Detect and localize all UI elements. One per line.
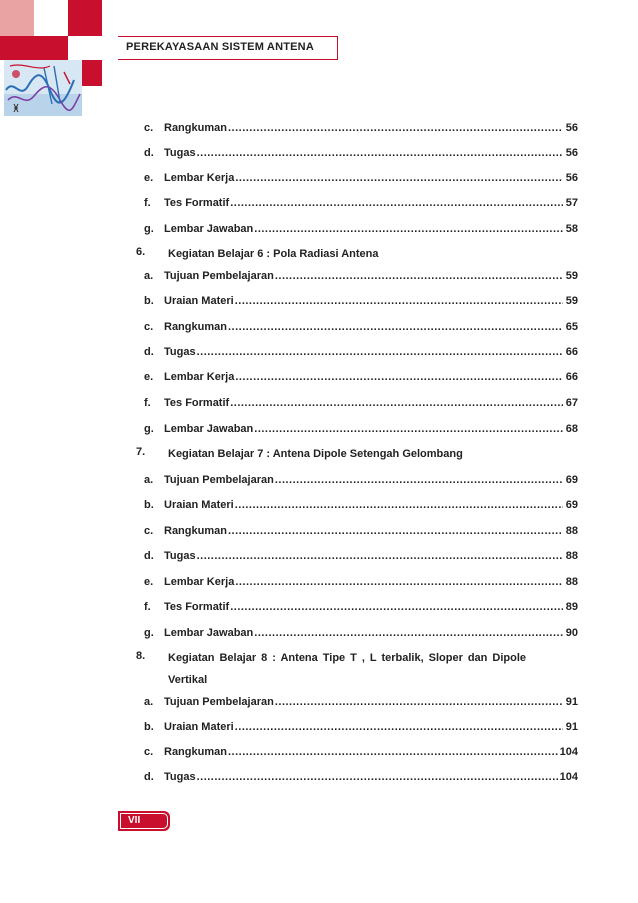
toc-entry-page: 59 <box>565 270 578 282</box>
toc-entry[interactable] <box>122 694 578 710</box>
toc-dot-leader <box>254 423 563 435</box>
toc-entry[interactable] <box>122 548 578 564</box>
toc-entry[interactable] <box>122 523 578 539</box>
toc-entry-page: 89 <box>565 601 578 613</box>
toc-section-title: Kegiatan Belajar 8 : Antena Tipe T , L terbalik, Sloper dan Dipole Vertikal <box>168 652 526 686</box>
toc-entry-page: 68 <box>565 423 578 435</box>
toc-entry-page: 91 <box>565 721 578 733</box>
toc-entry-label: Tes Formatif <box>164 397 230 409</box>
toc-dot-leader <box>235 371 563 383</box>
toc-entry-label: Uraian Materi <box>164 295 234 307</box>
toc-entry-letter: c. <box>144 746 154 758</box>
toc-entry-page: 104 <box>559 746 578 758</box>
toc-entry-letter: e. <box>144 172 154 184</box>
toc-entry-letter: b. <box>144 721 154 733</box>
toc-dot-leader <box>275 474 563 486</box>
toc-entry[interactable] <box>122 472 578 488</box>
toc-dot-leader <box>228 122 563 134</box>
toc-entry-letter: d. <box>144 771 154 783</box>
toc-entry-label: Tugas <box>164 550 196 562</box>
toc-entry-letter: c. <box>144 321 154 333</box>
toc-dot-leader <box>235 295 563 307</box>
toc-entry[interactable] <box>122 369 578 385</box>
toc-entry[interactable] <box>122 719 578 735</box>
toc-entry-label: Tujuan Pembelajaran <box>164 270 274 282</box>
toc-entry-letter: a. <box>144 474 154 486</box>
toc-entry-label: Lembar Jawaban <box>164 627 254 639</box>
toc-entry[interactable] <box>122 497 578 513</box>
toc-entry-label: Tes Formatif <box>164 601 230 613</box>
toc-entry-label: Uraian Materi <box>164 721 234 733</box>
toc-entry-letter: e. <box>144 576 154 588</box>
antenna-wave-logo-icon <box>4 60 82 116</box>
toc-entry[interactable] <box>122 395 578 411</box>
toc-entry-page: 69 <box>565 499 578 511</box>
toc-entry[interactable] <box>122 170 578 186</box>
toc-entry-letter: d. <box>144 550 154 562</box>
toc-entry-page: 66 <box>565 371 578 383</box>
toc-entry[interactable] <box>122 344 578 360</box>
toc-entry-page: 104 <box>559 771 578 783</box>
toc-entry-label: Tujuan Pembelajaran <box>164 696 274 708</box>
toc-entry[interactable] <box>122 120 578 136</box>
toc-entry[interactable] <box>122 599 578 615</box>
toc-entry-page: 90 <box>565 627 578 639</box>
page-number: VII <box>128 815 141 826</box>
toc-entry[interactable] <box>122 195 578 211</box>
toc-dot-leader <box>275 270 563 282</box>
toc-entry-letter: d. <box>144 147 154 159</box>
toc-section-heading[interactable] <box>122 446 578 465</box>
toc-dot-leader <box>228 525 563 537</box>
toc-entry-label: Tugas <box>164 346 196 358</box>
toc-section-heading[interactable] <box>122 650 542 691</box>
toc-entry-letter: g. <box>144 423 154 435</box>
toc-entry-letter: f. <box>144 197 151 209</box>
toc-entry-letter: a. <box>144 270 154 282</box>
toc-dot-leader <box>197 147 563 159</box>
toc-entry-letter: b. <box>144 295 154 307</box>
toc-entry-label: Uraian Materi <box>164 499 234 511</box>
toc-entry-page: 59 <box>565 295 578 307</box>
toc-section-heading[interactable] <box>122 246 578 265</box>
toc-entry-page: 69 <box>565 474 578 486</box>
toc-entry-page: 56 <box>565 122 578 134</box>
toc-entry-letter: d. <box>144 346 154 358</box>
toc-entry-label: Rangkuman <box>164 122 227 134</box>
toc-entry-page: 66 <box>565 346 578 358</box>
toc-dot-leader <box>254 627 563 639</box>
header-title: PEREKAYASAAN SISTEM ANTENA <box>126 41 314 53</box>
toc-dot-leader <box>197 550 563 562</box>
toc-entry-letter: c. <box>144 525 154 537</box>
toc-section-number: 8. <box>136 650 146 662</box>
toc-entry-page: 88 <box>565 525 578 537</box>
toc-dot-leader <box>197 346 563 358</box>
toc-entry-label: Rangkuman <box>164 746 227 758</box>
toc-entry[interactable] <box>122 221 578 237</box>
toc-entry-label: Tugas <box>164 147 196 159</box>
toc-dot-leader <box>254 223 563 235</box>
toc-entry-label: Lembar Kerja <box>164 371 235 383</box>
toc-entry[interactable] <box>122 769 578 785</box>
toc-entry[interactable] <box>122 319 578 335</box>
toc-entry-page: 65 <box>565 321 578 333</box>
toc-entry-page: 67 <box>565 397 578 409</box>
toc-dot-leader <box>228 321 563 333</box>
toc-entry-label: Rangkuman <box>164 525 227 537</box>
toc-dot-leader <box>230 601 563 613</box>
toc-dot-leader <box>230 197 563 209</box>
toc-entry-label: Lembar Jawaban <box>164 223 254 235</box>
toc-entry[interactable] <box>122 268 578 284</box>
toc-entry[interactable] <box>122 744 578 760</box>
toc-entry-letter: b. <box>144 499 154 511</box>
toc-entry-page: 58 <box>565 223 578 235</box>
toc-entry-letter: f. <box>144 397 151 409</box>
toc-entry-label: Lembar Kerja <box>164 576 235 588</box>
toc-entry-page: 88 <box>565 576 578 588</box>
toc-entry-label: Tes Formatif <box>164 197 230 209</box>
toc-entry-label: Tugas <box>164 771 196 783</box>
toc-dot-leader <box>235 721 563 733</box>
toc-entry-label: Rangkuman <box>164 321 227 333</box>
toc-entry-page: 91 <box>565 696 578 708</box>
toc-dot-leader <box>275 696 563 708</box>
toc-dot-leader <box>197 771 559 783</box>
toc-section-number: 7. <box>136 446 146 458</box>
toc-entry-letter: c. <box>144 122 154 134</box>
toc-entry-letter: g. <box>144 627 154 639</box>
toc-entry-page: 56 <box>565 147 578 159</box>
toc-entry-label: Lembar Jawaban <box>164 423 254 435</box>
toc-dot-leader <box>235 576 563 588</box>
toc-entry-page: 56 <box>565 172 578 184</box>
toc-section-title: Kegiatan Belajar 7 : Antena Dipole Setengah Gelombang <box>168 448 463 460</box>
toc-entry-page: 88 <box>565 550 578 562</box>
toc-entry-letter: f. <box>144 601 151 613</box>
toc-dot-leader <box>228 746 559 758</box>
toc-dot-leader <box>235 499 563 511</box>
toc-entry[interactable] <box>122 574 578 590</box>
toc-entry[interactable] <box>122 293 578 309</box>
toc-dot-leader <box>230 397 563 409</box>
toc-entry[interactable] <box>122 421 578 437</box>
toc-entry-letter: e. <box>144 371 154 383</box>
toc-entry[interactable] <box>122 625 578 641</box>
toc-section-title: Kegiatan Belajar 6 : Pola Radiasi Antena <box>168 248 379 260</box>
toc-dot-leader <box>235 172 563 184</box>
toc-entry-page: 57 <box>565 197 578 209</box>
toc-entry[interactable] <box>122 145 578 161</box>
toc-entry-label: Lembar Kerja <box>164 172 235 184</box>
toc-section-number: 6. <box>136 246 146 258</box>
toc-entry-label: Tujuan Pembelajaran <box>164 474 274 486</box>
toc-entry-letter: g. <box>144 223 154 235</box>
toc-entry-letter: a. <box>144 696 154 708</box>
